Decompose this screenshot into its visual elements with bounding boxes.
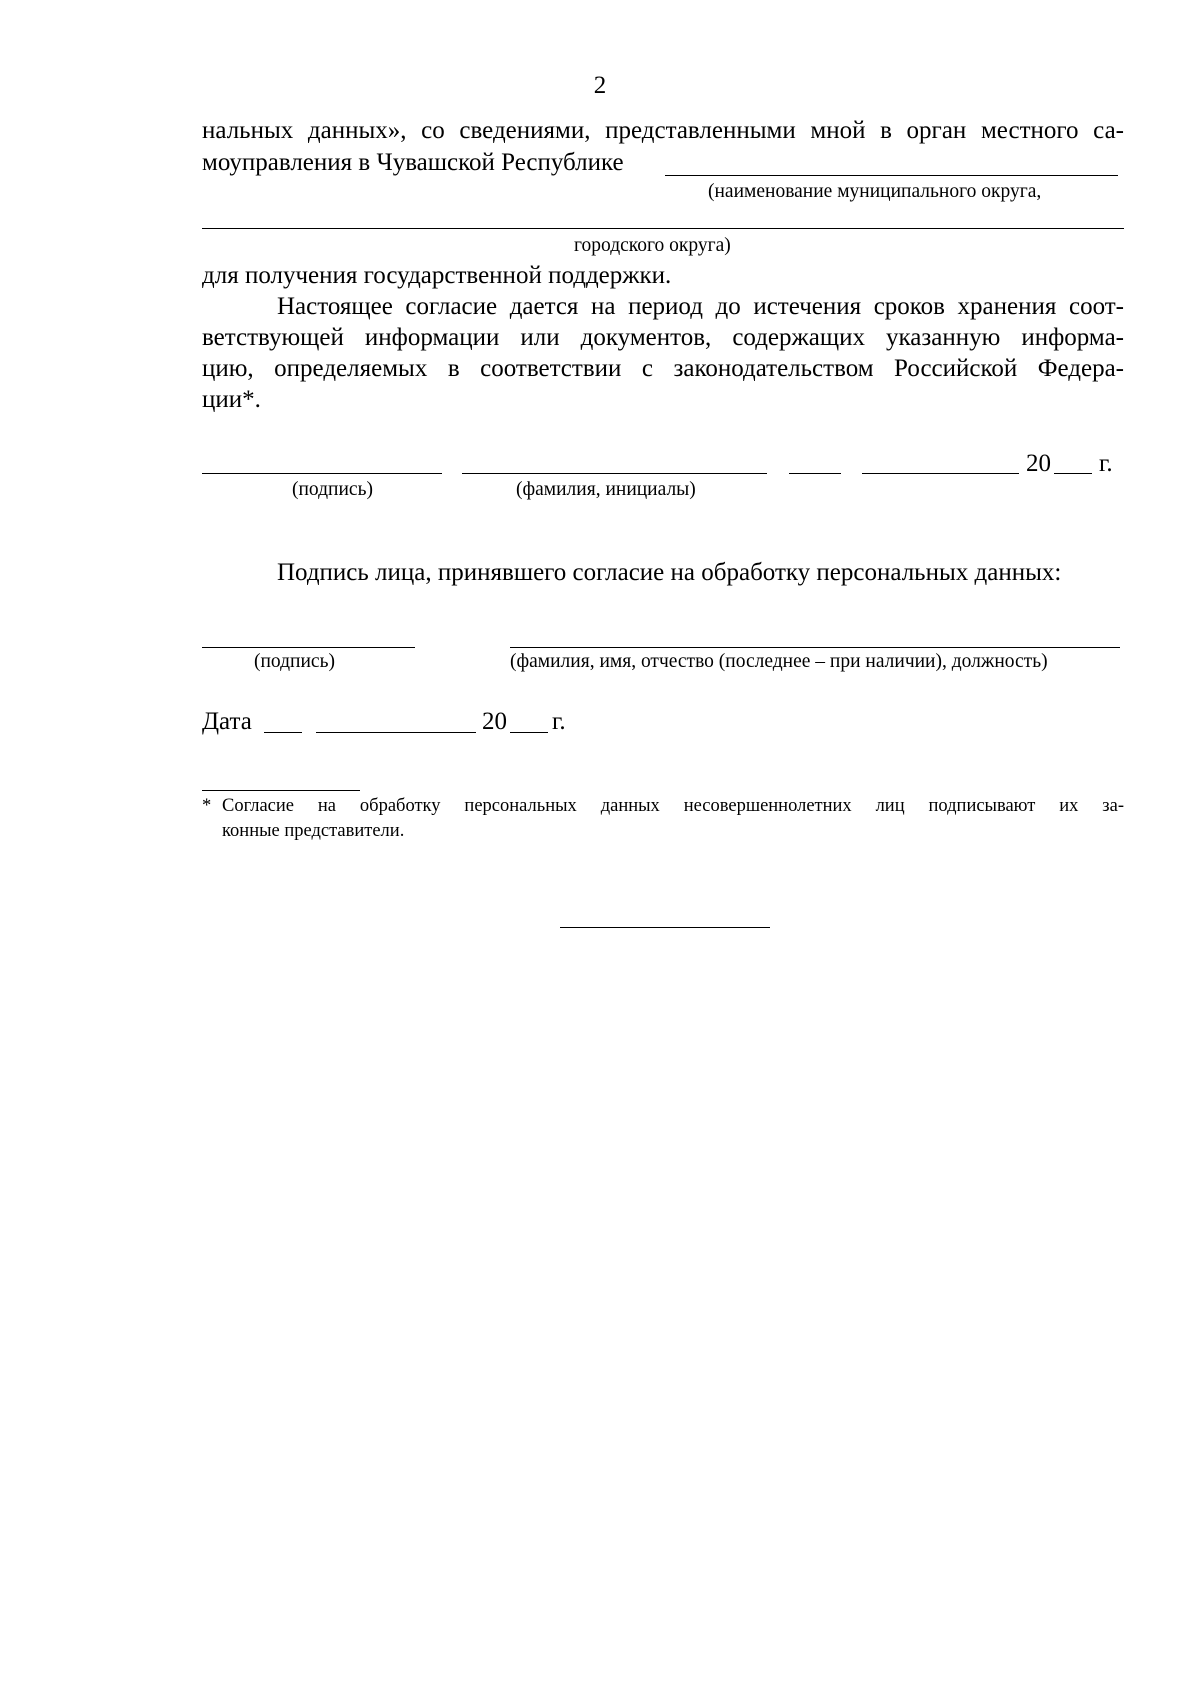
caption-municipality-1: (наименование муниципального округа, [708, 181, 1042, 202]
signature-line[interactable] [202, 473, 442, 474]
end-of-document-rule [560, 927, 770, 928]
caption-signature-1: (подпись) [292, 479, 373, 500]
paragraph-2-line-1: Настоящее согласие дается на период до истечения сроков хранения соот- [277, 293, 1124, 320]
year-suffix: г. [1099, 450, 1113, 477]
name-initials-line[interactable] [462, 473, 767, 474]
caption-full-name-position: (фамилия, имя, отчество (последнее – при наличии), должность) [510, 651, 1048, 672]
day-line[interactable] [789, 473, 841, 474]
caption-signature-2: (подпись) [254, 651, 335, 672]
page-number: 2 [593, 72, 607, 99]
footnote-line-1: Согласие на обработку персональных данных несовершеннолетних лиц подписывают их за- [222, 796, 1124, 816]
paragraph-2-line-3: цию, определяемых в соответствии с законодательством Российской Федера- [202, 355, 1124, 382]
date-month-line[interactable] [316, 732, 476, 733]
date-year-prefix: 20 [482, 708, 507, 735]
date-year-suffix: г. [552, 708, 566, 735]
paragraph-1-end: для получения государственной поддержки. [202, 262, 672, 289]
paragraph-2-line-4: ции*. [202, 386, 261, 413]
date-label: Дата [202, 708, 252, 735]
date-year-line[interactable] [510, 732, 548, 733]
footnote-marker: * [202, 796, 212, 816]
month-line[interactable] [862, 473, 1019, 474]
caption-municipality-2: городского округа) [574, 235, 731, 256]
municipality-field-line-2[interactable] [202, 228, 1124, 229]
paragraph-1-line-1: нальных данных», со сведениями, представленными мной в орган местного са- [202, 117, 1124, 144]
municipality-field-line-1[interactable] [665, 175, 1118, 176]
paragraph-1-line-2: моуправления в Чувашской Республике [202, 149, 624, 176]
acceptor-name-line[interactable] [510, 647, 1120, 648]
date-day-line[interactable] [264, 732, 302, 733]
footnote-line-2: конные представители. [222, 821, 405, 841]
year-prefix: 20 [1026, 450, 1051, 477]
caption-name-initials: (фамилия, инициалы) [516, 479, 696, 500]
year-line[interactable] [1054, 473, 1092, 474]
acceptor-signature-line[interactable] [202, 647, 415, 648]
footnote-separator [202, 790, 360, 791]
paragraph-2-line-2: ветствующей информации или документов, содержащих указанную информа- [202, 324, 1124, 351]
acceptor-heading: Подпись лица, принявшего согласие на обработку персональных данных: [277, 559, 1062, 586]
